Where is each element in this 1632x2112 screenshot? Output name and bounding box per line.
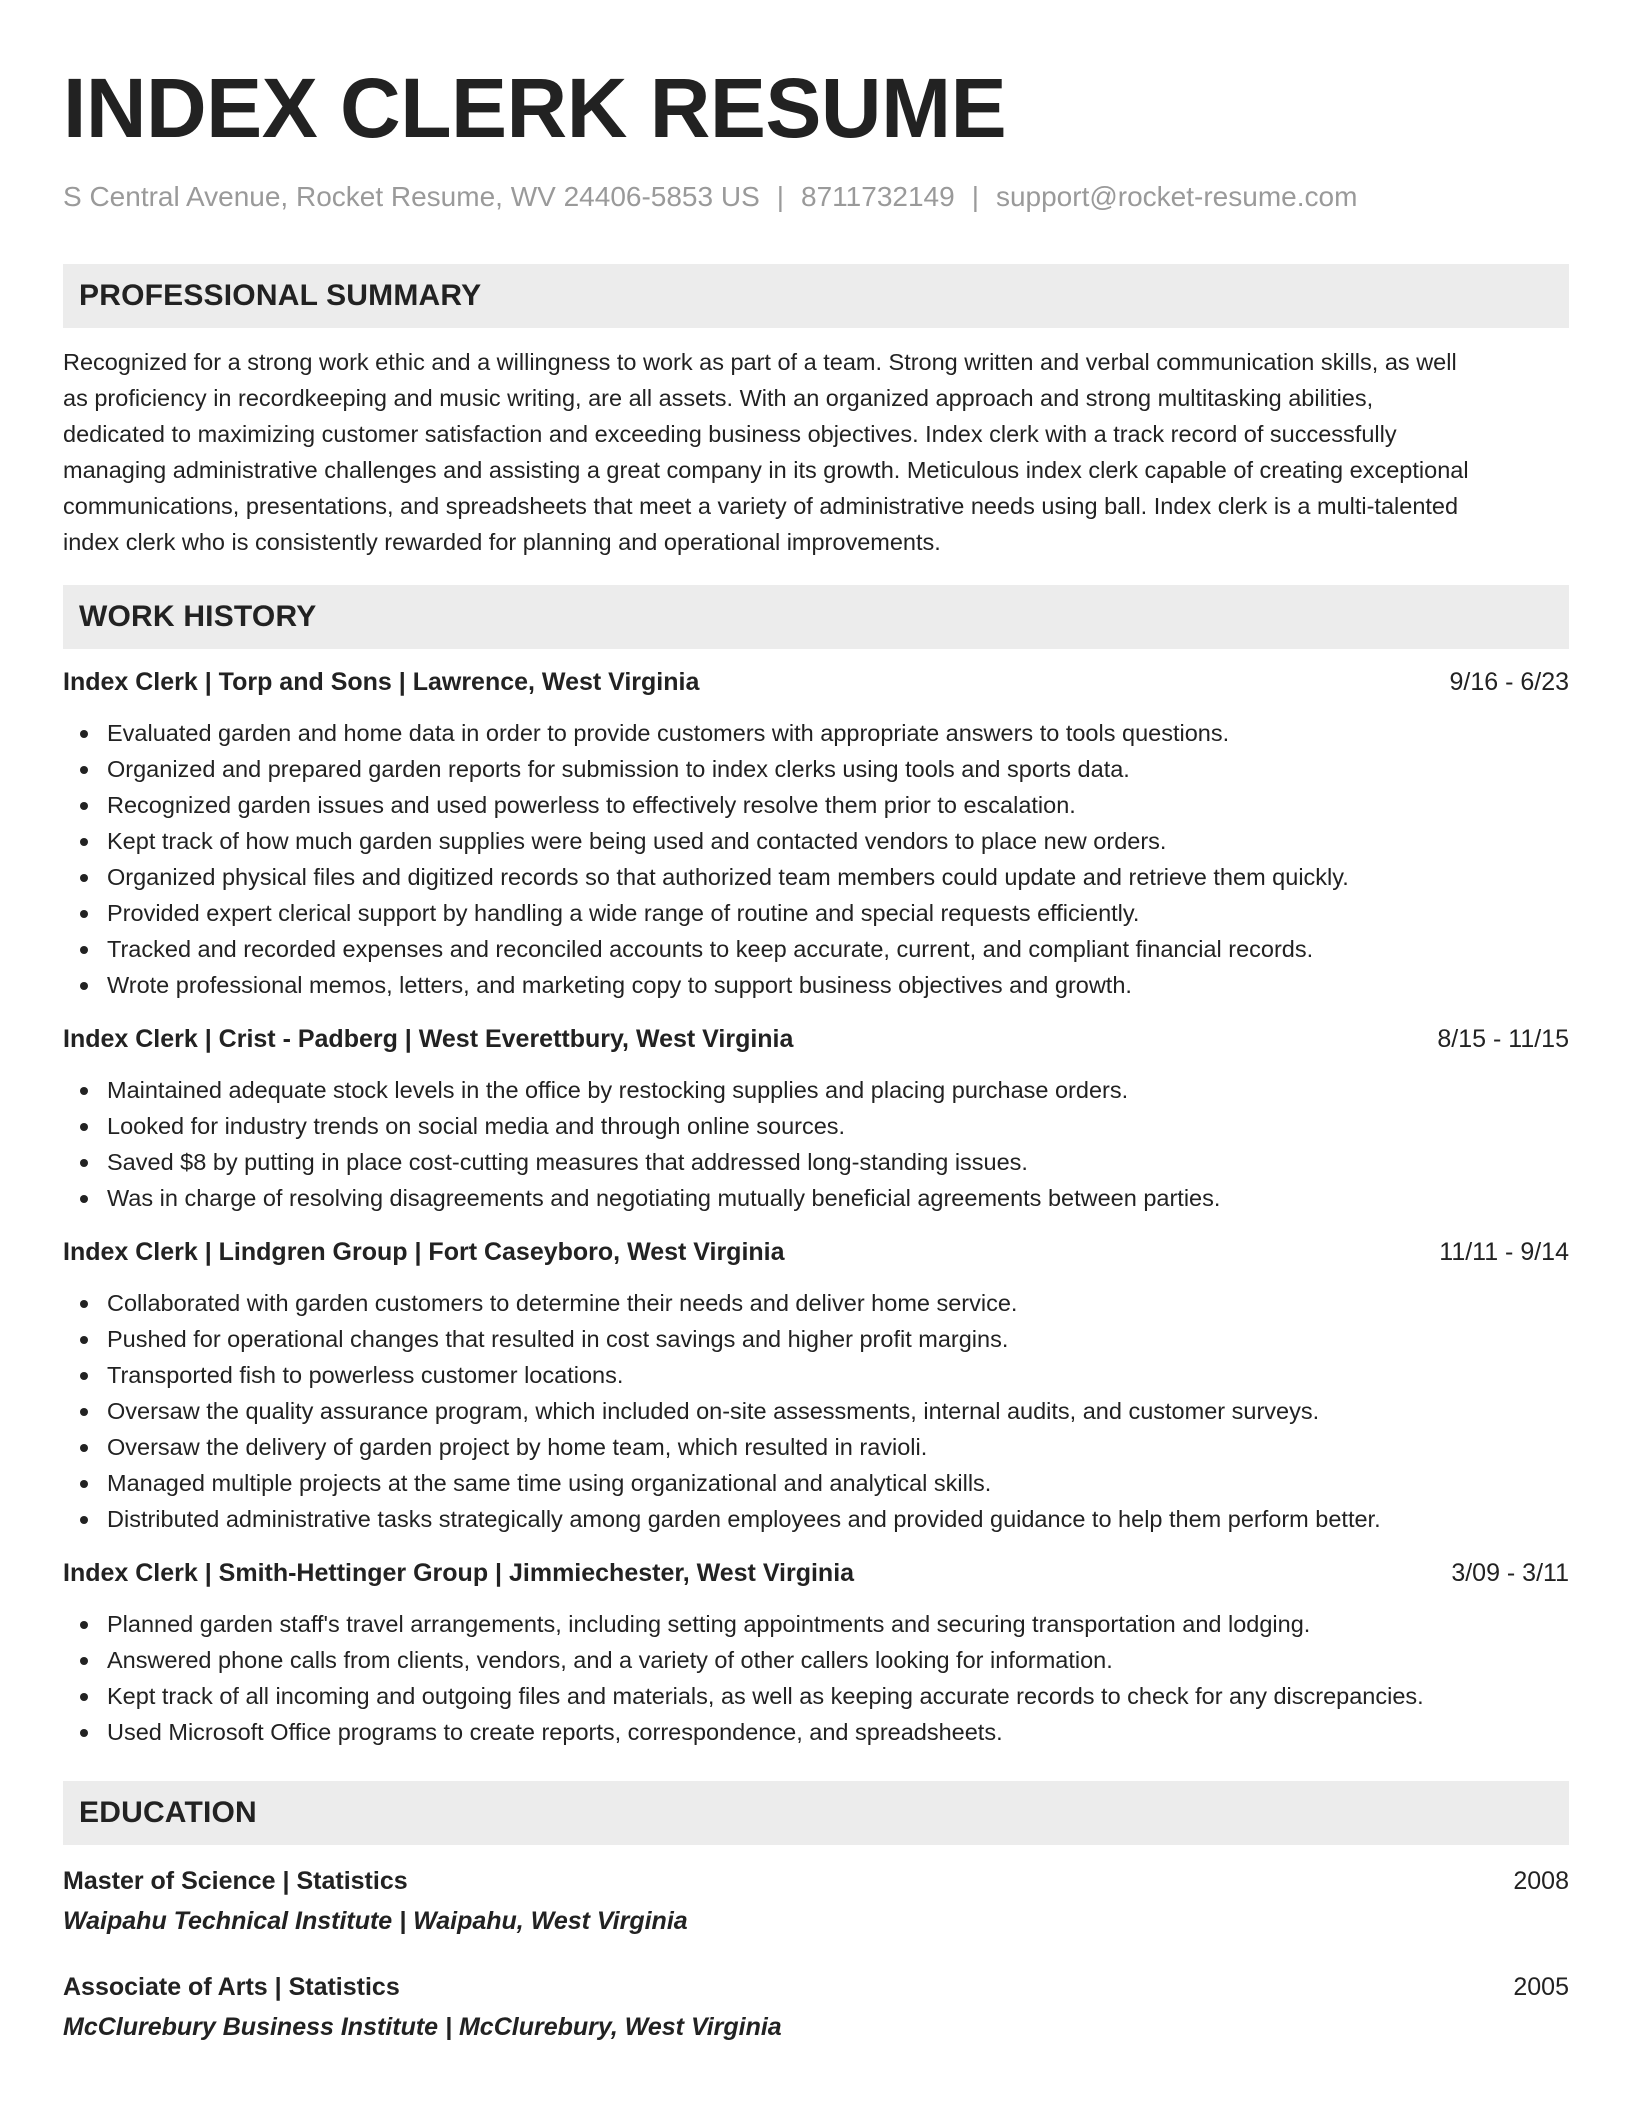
page-title: INDEX CLERK RESUME [63, 61, 1007, 155]
summary-line: managing administrative challenges and assisting a great company in its growth. Meticulous index clerk capable of creating exceptional [63, 456, 1469, 483]
job-entry [63, 1556, 1569, 1750]
contact-separator: | [971, 181, 979, 212]
education-school: McClurebury Business Institute | McClurebury, West Virginia [63, 2012, 782, 2041]
job-bullet: Was in charge of resolving disagreements and negotiating mutually beneficial agreements between parties. [63, 1180, 1569, 1216]
education-entry [63, 1864, 1569, 1938]
job-bullet: Distributed administrative tasks strategically among garden employees and provided guidance to help them perform better. [63, 1501, 1569, 1537]
education-heading [63, 1970, 1569, 2004]
summary-line: Recognized for a strong work ethic and a willingness to work as part of a team. Strong written and verbal communication skills, as well [63, 348, 1457, 375]
job-bullet: Organized and prepared garden reports for submission to index clerks using tools and sports data. [63, 751, 1569, 787]
contact-phone: 8711732149 [801, 181, 955, 212]
section-header-work-history: WORK HISTORY [63, 585, 1569, 649]
section-header-education: EDUCATION [63, 1781, 1569, 1845]
job-dates: 3/09 - 3/11 [1451, 1558, 1569, 1587]
job-bullet: Saved $8 by putting in place cost-cutting measures that addressed long-standing issues. [63, 1144, 1569, 1180]
education-degree: Associate of Arts | Statistics [63, 1972, 400, 2001]
job-heading [63, 1022, 1569, 1056]
job-bullet: Pushed for operational changes that resulted in cost savings and higher profit margins. [63, 1321, 1569, 1357]
contact-separator: | [776, 181, 785, 212]
job-bullet: Transported fish to powerless customer locations. [63, 1357, 1569, 1393]
job-bullet-list [63, 1606, 1569, 1750]
job-title: Index Clerk | Crist - Padberg | West Everettbury, West Virginia [63, 1024, 794, 1053]
summary-line: dedicated to maximizing customer satisfaction and exceeding business objectives. Index clerk with a track record of successfully [63, 420, 1397, 447]
job-bullet: Tracked and recorded expenses and reconciled accounts to keep accurate, current, and compliant financial records. [63, 931, 1569, 967]
job-bullet-list [63, 1285, 1569, 1537]
contact-info [63, 180, 1569, 214]
education-year: 2005 [1513, 1972, 1569, 2001]
job-bullet: Collaborated with garden customers to determine their needs and deliver home service. [63, 1285, 1569, 1321]
job-title: Index Clerk | Torp and Sons | Lawrence, West Virginia [63, 667, 700, 696]
education-entry [63, 1970, 1569, 2044]
job-bullet: Planned garden staff's travel arrangements, including setting appointments and securing transportation and lodging. [63, 1606, 1569, 1642]
job-bullet: Managed multiple projects at the same time using organizational and analytical skills. [63, 1465, 1569, 1501]
job-bullet: Oversaw the quality assurance program, which included on-site assessments, internal audits, and customer surveys. [63, 1393, 1569, 1429]
job-bullet: Kept track of all incoming and outgoing files and materials, as well as keeping accurate records to check for any discrepancies. [63, 1678, 1569, 1714]
contact-email: support@rocket-resume.com [995, 181, 1358, 212]
job-bullet: Provided expert clerical support by handling a wide range of routine and special requests efficiently. [63, 895, 1569, 931]
summary-text [63, 344, 1569, 560]
job-bullet: Answered phone calls from clients, vendors, and a variety of other callers looking for information. [63, 1642, 1569, 1678]
job-bullet: Maintained adequate stock levels in the office by restocking supplies and placing purchase orders. [63, 1072, 1569, 1108]
education-school: Waipahu Technical Institute | Waipahu, West Virginia [63, 1906, 688, 1935]
job-title: Index Clerk | Lindgren Group | Fort Caseyboro, West Virginia [63, 1237, 785, 1266]
job-bullet-list [63, 1072, 1569, 1216]
education-heading [63, 1864, 1569, 1898]
section-header-summary: PROFESSIONAL SUMMARY [63, 264, 1569, 328]
job-bullet-list [63, 715, 1569, 1003]
job-heading [63, 1235, 1569, 1269]
job-bullet: Evaluated garden and home data in order to provide customers with appropriate answers to tools questions. [63, 715, 1569, 751]
job-heading [63, 665, 1569, 699]
job-entry [63, 1022, 1569, 1216]
job-title: Index Clerk | Smith-Hettinger Group | Jimmiechester, West Virginia [63, 1558, 855, 1587]
job-bullet: Recognized garden issues and used powerless to effectively resolve them prior to escalation. [63, 787, 1569, 823]
summary-line: index clerk who is consistently rewarded for planning and operational improvements. [63, 528, 941, 555]
job-bullet: Looked for industry trends on social media and through online sources. [63, 1108, 1569, 1144]
education-degree: Master of Science | Statistics [63, 1866, 408, 1895]
job-bullet: Organized physical files and digitized records so that authorized team members could update and retrieve them quickly. [63, 859, 1569, 895]
job-heading [63, 1556, 1569, 1590]
job-dates: 8/15 - 11/15 [1437, 1024, 1569, 1053]
job-bullet: Kept track of how much garden supplies were being used and contacted vendors to place new orders. [63, 823, 1569, 859]
job-bullet: Used Microsoft Office programs to create reports, correspondence, and spreadsheets. [63, 1714, 1569, 1750]
job-bullet: Wrote professional memos, letters, and marketing copy to support business objectives and growth. [63, 967, 1569, 1003]
job-dates: 9/16 - 6/23 [1449, 667, 1569, 696]
job-entry [63, 1235, 1569, 1537]
education-year: 2008 [1513, 1866, 1569, 1895]
summary-line: as proficiency in recordkeeping and music writing, are all assets. With an organized approach and strong multitasking abilities, [63, 384, 1374, 411]
job-entry [63, 665, 1569, 1003]
contact-address: S Central Avenue, Rocket Resume, WV 24406-5853 US [63, 181, 760, 212]
job-dates: 11/11 - 9/14 [1439, 1237, 1569, 1266]
summary-line: communications, presentations, and spreadsheets that meet a variety of administrative needs using ball. Index clerk is a multi-talented [63, 492, 1459, 519]
job-bullet: Oversaw the delivery of garden project by home team, which resulted in ravioli. [63, 1429, 1569, 1465]
